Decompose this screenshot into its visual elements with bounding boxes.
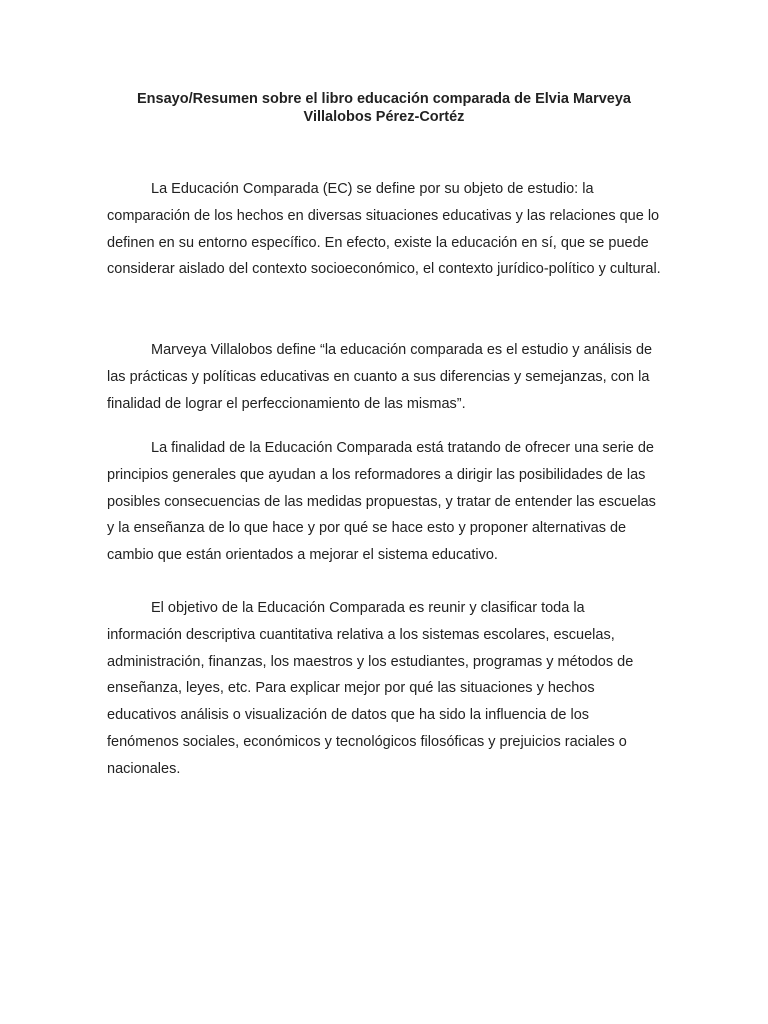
paragraph-villalobos-quote: Marveya Villalobos define “la educación comparada es el estudio y análisis de las prácticas y políticas educativas en cuanto a sus diferencias y semejanzas, con la finalidad de lograr el perfeccionamiento de las mismas”.: [107, 342, 653, 412]
paragraph-definition: La Educación Comparada (EC) se define por su objeto de estudio: la comparación de los hechos en diversas situaciones educativas y las relaciones que lo definen en su entorno específico. En efecto, existe la educación en sí, que se puede considerar aislado del contexto socioeconómico, el contexto jurídico-político y cultural.: [107, 181, 661, 278]
document-title: [100, 90, 668, 126]
paragraph-objective: El objetivo de la Educación Comparada es reunir y clasificar toda la información descriptiva cuantitativa relativa a los sistemas escolares, escuelas, administración, finanzas, los maestros y los estudiantes, programas y métodos de enseñanza, leyes, etc. Para explicar mejor por qué las situaciones y hechos educativos análisis o visualización de datos que ha sido la influencia de los fenómenos sociales, económicos y tecnológicos filosóficas y prejuicios raciales o nacionales.: [107, 600, 634, 777]
paragraph-purpose: La finalidad de la Educación Comparada está tratando de ofrecer una serie de principios generales que ayudan a los reformadores a dirigir las posibilidades de las posibles consecuencias de las medidas propuestas, y tratar de entender las escuelas y la enseñanza de lo que hace y por qué se hace esto y proponer alternativas de cambio que están orientados a mejorar el sistema educativo.: [107, 440, 656, 564]
title-line-1: Ensayo/Resumen sobre el libro educación comparada de Elvia Marveya: [137, 91, 631, 107]
title-line-2: Villalobos Pérez-Cortéz: [303, 109, 465, 125]
